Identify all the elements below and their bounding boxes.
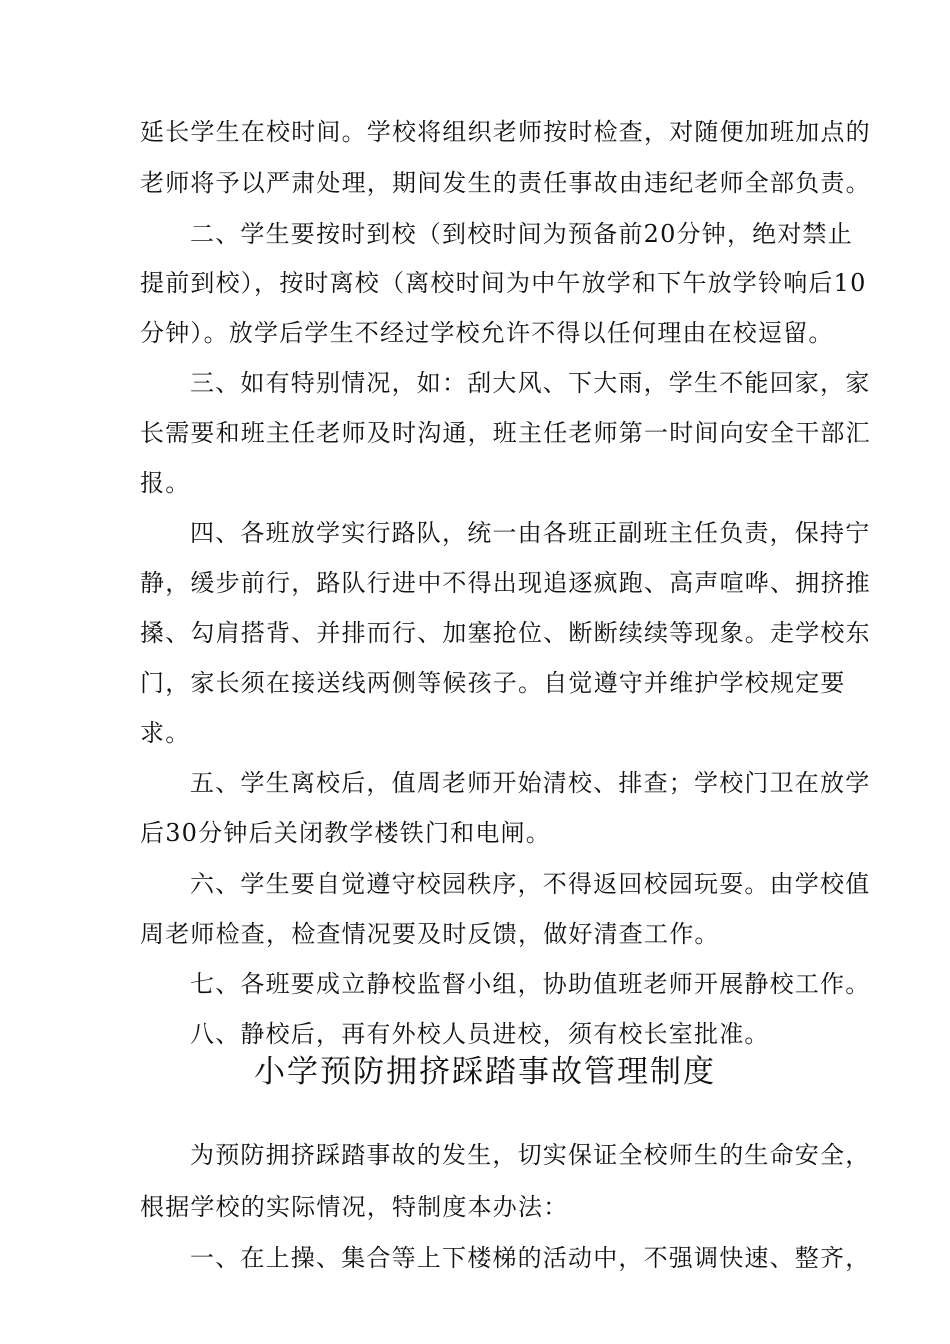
paragraph-line: 老师将予以严肃处理，期间发生的责任事故由违纪老师全部负责。 xyxy=(140,169,871,197)
rule-8-line-1: 八、静校后，再有外校人员进校，须有校长室批准。 xyxy=(190,1020,770,1048)
rule-5-line-1: 五、学生离校后，值周老师开始清校、排查；学校门卫在放学 xyxy=(190,769,871,797)
rule-4-line-5: 求。 xyxy=(140,719,191,747)
rule-4-line-4: 门，家长须在接送线两侧等候孩子。自觉遵守并维护学校规定要 xyxy=(140,669,846,697)
rule-3-line-2: 长需要和班主任老师及时沟通，班主任老师第一时间向安全干部汇 xyxy=(140,419,871,447)
rule-4-line-3: 搡、勾肩搭背、并排而行、加塞抢位、断断续续等现象。走学校东 xyxy=(140,619,871,647)
item-1-line-1: 一、在上操、集合等上下楼梯的活动中，不强调快速、整齐， xyxy=(190,1244,871,1272)
rule-7-line-1: 七、各班要成立静校监督小组，协助值班老师开展静校工作。 xyxy=(190,970,871,998)
rule-3-line-3: 报。 xyxy=(140,469,191,497)
rule-3-line-1: 三、如有特别情况，如：刮大风、下大雨，学生不能回家，家 xyxy=(190,369,871,397)
rule-6-line-1: 六、学生要自觉遵守校园秩序，不得返回校园玩耍。由学校值 xyxy=(190,870,871,898)
intro-line-1: 为预防拥挤踩踏事故的发生，切实保证全校师生的生命安全， xyxy=(190,1141,871,1169)
section-title: 小学预防拥挤踩踏事故管理制度 xyxy=(254,1054,716,1090)
rule-2-line-2: 提前到校），按时离校（离校时间为中午放学和下午放学铃响后10 xyxy=(140,269,867,297)
paragraph-line: 延长学生在校时间。学校将组织老师按时检查，对随便加班加点的 xyxy=(140,118,871,146)
rule-4-line-1: 四、各班放学实行路队，统一由各班正副班主任负责，保持宁 xyxy=(190,519,871,547)
rule-2-line-3: 分钟）。放学后学生不经过学校允许不得以任何理由在校逗留。 xyxy=(140,319,834,347)
rule-5-line-2: 后30分钟后关闭教学楼铁门和电闸。 xyxy=(140,819,551,847)
intro-line-2: 根据学校的实际情况，特制度本办法： xyxy=(140,1193,569,1221)
rule-2-line-1: 二、学生要按时到校（到校时间为预备前20分钟，绝对禁止 xyxy=(190,220,853,248)
rule-6-line-2: 周老师检查，检查情况要及时反馈，做好清查工作。 xyxy=(140,920,720,948)
rule-4-line-2: 静，缓步前行，路队行进中不得出现追逐疯跑、高声喧哗、拥挤推 xyxy=(140,569,871,597)
